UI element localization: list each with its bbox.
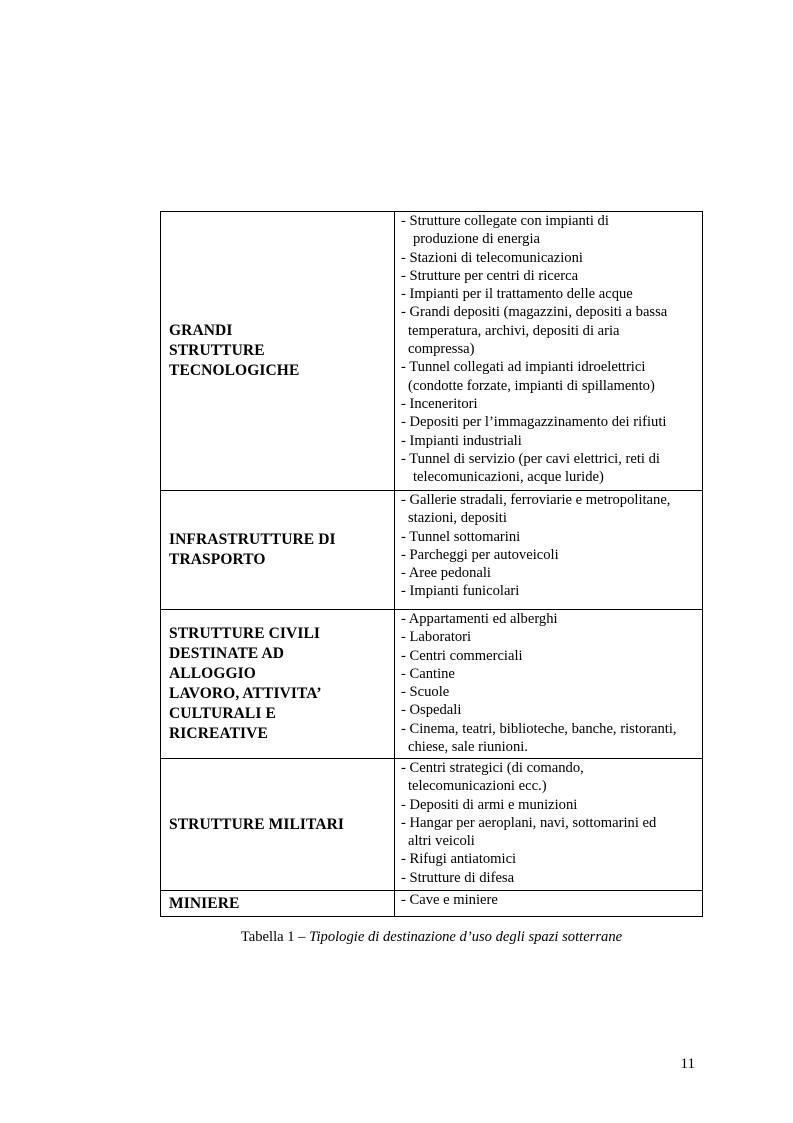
table-row bbox=[161, 491, 703, 610]
category-line: STRUTTURE CIVILI bbox=[169, 625, 321, 642]
items-cell bbox=[395, 212, 703, 491]
category-line: STRUTTURE bbox=[169, 342, 265, 359]
page-number: 11 bbox=[680, 1056, 695, 1072]
list-item: - Strutture collegate con impianti di bbox=[401, 213, 609, 229]
list-item: - Impianti per il trattamento delle acque bbox=[401, 286, 633, 303]
list-item: - Impianti industriali bbox=[401, 432, 522, 449]
category-line: ALLOGGIO bbox=[169, 665, 256, 682]
list-item: - Strutture di difesa bbox=[401, 869, 515, 886]
list-item: - Strutture per centri di ricerca bbox=[401, 267, 579, 284]
category-line: RICREATIVE bbox=[169, 725, 268, 742]
list-item: telecomunicazioni ecc.) bbox=[408, 778, 547, 795]
table-row bbox=[161, 212, 703, 491]
list-item: - Tunnel collegati ad impianti idroelettrici bbox=[401, 359, 646, 376]
category-line: INFRASTRUTTURE DI bbox=[169, 531, 336, 548]
caption-label: Tabella 1 – bbox=[240, 929, 310, 945]
category-line: STRUTTURE MILITARI bbox=[169, 815, 345, 833]
list-item: - Tunnel di servizio (per cavi elettrici, reti di bbox=[401, 450, 660, 467]
table-row bbox=[161, 891, 703, 917]
category-line: TRASPORTO bbox=[169, 551, 266, 568]
list-item: produzione di energia bbox=[413, 231, 540, 248]
category-cell bbox=[161, 891, 395, 917]
list-item: - Depositi per l’immagazzinamento dei rifiuti bbox=[401, 414, 667, 431]
list-item: stazioni, depositi bbox=[408, 510, 507, 527]
usage-table bbox=[160, 211, 703, 917]
list-item: - Laboratori bbox=[401, 629, 472, 646]
caption-title: Tipologie di destinazione d’uso degli spazi sotterrane bbox=[309, 929, 623, 945]
category-cell bbox=[161, 212, 395, 491]
list-item: chiese, sale riunioni. bbox=[408, 739, 528, 756]
items-cell bbox=[395, 491, 703, 610]
list-item: - Hangar per aeroplani, navi, sottomarini ed bbox=[401, 814, 657, 831]
list-item: - Cave e miniere bbox=[401, 892, 498, 908]
list-item: - Rifugi antiatomici bbox=[401, 851, 517, 868]
category-cell bbox=[161, 759, 395, 891]
list-item: - Inceneritori bbox=[401, 395, 478, 412]
list-item: - Ospedali bbox=[401, 702, 462, 719]
category-cell bbox=[161, 610, 395, 759]
list-item: - Appartamenti ed alberghi bbox=[401, 611, 558, 627]
list-item: - Stazioni di telecomunicazioni bbox=[401, 249, 583, 266]
category-line: DESTINATE AD bbox=[169, 645, 285, 662]
list-item: - Centri strategici (di comando, bbox=[401, 760, 584, 776]
list-item: telecomunicazioni, acque luride) bbox=[413, 469, 604, 486]
list-item: - Cinema, teatri, biblioteche, banche, ristoranti, bbox=[401, 720, 677, 737]
table-caption bbox=[160, 929, 703, 946]
list-item: temperatura, archivi, depositi di aria bbox=[408, 322, 620, 339]
items-cell bbox=[395, 610, 703, 759]
table-row bbox=[161, 759, 703, 891]
list-item: - Scuole bbox=[401, 684, 450, 701]
category-line: LAVORO, ATTIVITA’ bbox=[169, 685, 322, 702]
category-line: MINIERE bbox=[169, 894, 240, 912]
list-item: - Aree pedonali bbox=[401, 565, 491, 582]
list-item: compressa) bbox=[408, 341, 475, 358]
usage-table-body bbox=[161, 212, 703, 917]
list-item: - Centri commerciali bbox=[401, 647, 523, 664]
list-item: - Parcheggi per autoveicoli bbox=[401, 546, 559, 563]
items-cell bbox=[395, 759, 703, 891]
list-item: - Grandi depositi (magazzini, depositi a bassa bbox=[401, 304, 668, 321]
list-item: altri veicoli bbox=[408, 833, 475, 850]
category-line: CULTURALI E bbox=[169, 705, 276, 722]
category-line: GRANDI bbox=[169, 322, 233, 339]
category-line: TECNOLOGICHE bbox=[169, 362, 300, 379]
category-cell bbox=[161, 491, 395, 610]
list-item: (condotte forzate, impianti di spillamento) bbox=[408, 377, 655, 394]
list-item: - Cantine bbox=[401, 665, 455, 682]
table-row bbox=[161, 610, 703, 759]
list-item: - Tunnel sottomarini bbox=[401, 528, 521, 545]
items-cell bbox=[395, 891, 703, 917]
list-item: - Impianti funicolari bbox=[401, 583, 520, 600]
list-item: - Gallerie stradali, ferroviarie e metropolitane, bbox=[401, 492, 671, 508]
list-item: - Depositi di armi e munizioni bbox=[401, 796, 578, 813]
